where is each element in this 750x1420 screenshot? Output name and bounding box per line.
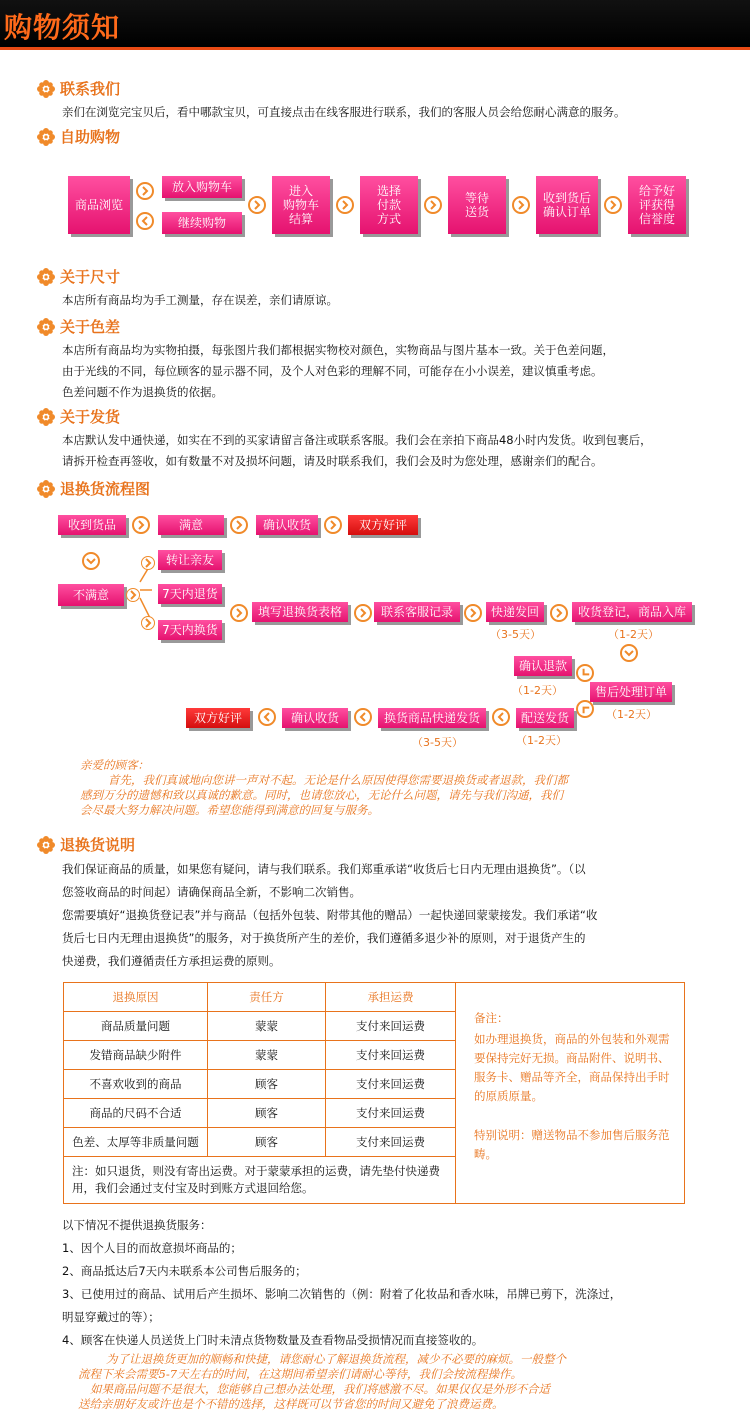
shipping-heading [36,406,120,427]
policy-line: 您需要填好“退换货登记表”并与商品（包括外包装、附带其他的赠品）一起快递回蒙蒙接发。我们承诺“收 [62,908,598,922]
step-continue: 继续购物 [162,212,242,234]
color-line: 由于光线的不同，每位顾客的显示器不同，及个人对色彩的理解不同，可能存在小小误差，建议慎重考虑。 [62,364,603,378]
shipping-line: 请拆开检查再签收，如有数量不对及损坏问题，请及时联系我们，我们会及时为您处理，感谢亲们的配合。 [62,454,603,468]
flow-satisfied: 满意 [158,515,224,535]
table-cell: 支付来回运费 [326,1099,456,1128]
return-flow-heading [36,478,150,499]
arrow-right-icon [126,588,140,602]
apology-line: 感到万分的遗憾和致以真诚的歉意。同时，也请您放心，无论什么问题，请先与我们沟通，我们 [80,788,563,802]
table-cell: 商品的尺码不合适 [64,1099,208,1128]
flower-icon [36,127,56,147]
flow-confirm-refund: 确认退款 [514,656,572,676]
table-note: 注：如只退货，则没有寄出运费。对于蒙蒙承担的运费，请先垫付快递费用，我们会通过支付宝及时到账方式退回给您。 [64,1157,456,1204]
color-text [62,340,614,403]
apology-text [80,758,680,818]
step-browse: 商品浏览 [68,176,130,234]
shipping-heading-label: 关于发货 [60,408,121,426]
flower-icon [36,267,56,287]
step-add-cart: 放入购物车 [162,176,242,198]
flower-icon [36,317,56,337]
table-cell: 顾客 [208,1128,326,1157]
closing-text [78,1352,678,1412]
arrow-right-icon [512,196,530,214]
exclusion-item: 4、顾客在快递人员送货上门时未清点货物数量及查看物品受损情况而直接签收的。 [62,1333,484,1347]
arrow-right-icon [604,196,622,214]
flower-icon [36,835,56,855]
policy-heading-label: 退换货说明 [60,836,136,854]
table-row [64,983,685,1012]
flower-icon [36,479,56,499]
table-cell: 顾客 [208,1070,326,1099]
return-flow-heading-label: 退换货流程图 [60,480,151,498]
table-cell: 不喜欢收到的商品 [64,1070,208,1099]
step-wait: 等待 送货 [448,176,506,234]
side-note-title: 备注： [474,1011,509,1025]
table-cell: 色差、太厚等非质量问题 [64,1128,208,1157]
size-heading [36,266,120,287]
flow-duration: （3-5天） [412,736,463,749]
arrow-right-icon [141,556,155,570]
flow-receive-register: 收货登记，商品入库 [572,602,692,622]
flow-confirm-receipt: 确认收货 [256,515,318,535]
table-header: 承担运费 [326,983,456,1012]
table-cell: 支付来回运费 [326,1012,456,1041]
arrow-down-icon [82,552,100,570]
table-cell: 蒙蒙 [208,1012,326,1041]
flow-mutual-review-2: 双方好评 [186,708,250,728]
table-cell: 顾客 [208,1099,326,1128]
flow-duration: （1-2天） [512,684,563,697]
flow-duration: （3-5天） [490,628,541,641]
table-header: 责任方 [208,983,326,1012]
flower-icon [36,79,56,99]
arrow-left-icon [354,708,372,726]
step-confirm: 收到货后 确认订单 [536,176,598,234]
arrow-right-icon [230,604,248,622]
step-pay: 选择 付款 方式 [360,176,418,234]
color-heading-label: 关于色差 [60,318,121,336]
flow-unsatisfied: 不满意 [58,584,124,606]
flow-fill-form: 填写退换货表格 [252,602,348,622]
flow-contact-cs: 联系客服记录 [374,602,460,622]
table-cell: 支付来回运费 [326,1128,456,1157]
page-title: 购物须知 [4,11,121,44]
policy-heading [36,834,135,855]
closing-line: 流程下来会需要5-7天左右的时间，在这期间希望亲们请耐心等待，我们会按流程操作。 [78,1367,523,1381]
policy-line: 快递费，我们遵循责任方承担运费的原则。 [62,954,281,968]
contact-text: 亲们在浏览完宝贝后，看中哪款宝贝，可直接点击在线客服进行联系，我们的客服人员会给您耐心满意的服务。 [62,105,626,119]
table-cell: 商品质量问题 [64,1012,208,1041]
size-heading-label: 关于尺寸 [60,268,121,286]
policy-line: 货后七日内无理由退换货”的服务，对于换货所产生的差价，我们遵循多退少补的原则，对于退货产生的 [62,931,586,945]
table-cell: 发错商品缺少附件 [64,1041,208,1070]
arrow-right-icon [354,604,372,622]
arrow-left-icon [492,708,510,726]
exclusion-item: 1、因个人目的而故意损坏商品的； [62,1241,242,1255]
flow-exchange7: 7天内换货 [158,620,222,640]
arrow-right-icon [464,604,482,622]
step-review: 给予好 评获得 信誉度 [628,176,686,234]
flow-after-sale: 售后处理订单 [590,682,672,702]
arrow-right-icon [132,516,150,534]
closing-line: 如果商品问题不是很大，您能够自己想办法处理，我们将感激不尽。如果仅仅是外形不合适 [90,1382,550,1396]
table-cell: 支付来回运费 [326,1070,456,1099]
flow-confirm-receipt-2: 确认收货 [282,708,348,728]
table-cell: 支付来回运费 [326,1041,456,1070]
self-service-heading [36,126,120,147]
flow-mutual-review: 双方好评 [348,515,418,535]
flow-duration: （1-2天） [516,734,567,747]
arrow-right-icon [550,604,568,622]
flower-icon [36,407,56,427]
flow-exchange-ship: 换货商品快递发货 [378,708,486,728]
flow-return7: 7天内退货 [158,584,222,604]
flow-transfer: 转让亲友 [158,550,222,570]
flow-received: 收到货品 [58,515,126,535]
color-heading [36,316,120,337]
policy-line: 我们保证商品的质量，如果您有疑问，请与我们联系。我们郑重承诺“收货后七日内无理由退换货”。（以 [62,862,586,876]
closing-line: 送给亲朋好友或许也是个不错的选择，这样既可以节省您的时间又避免了浪费运费。 [78,1397,504,1411]
arrow-right-icon [248,196,266,214]
color-line: 本店所有商品均为实物拍摄，每张图片我们都根据实物校对颜色，实物商品与图片基本一致。关于色差问题， [62,343,614,357]
policy-text [62,858,597,973]
return-policy-table [63,982,685,1204]
exclusion-item: 3、已使用过的商品、试用后产生损坏、影响二次销售的（例：附着了化妆品和香水味，吊牌已剪下，洗涤过， [62,1287,622,1301]
arrow-right-icon [336,196,354,214]
arrow-down-icon [620,644,638,662]
shipping-text [62,430,652,472]
self-service-heading-label: 自助购物 [60,128,121,146]
exclusion-item: 明显穿戴过的等）； [62,1310,160,1324]
contact-heading-label: 联系我们 [60,80,121,98]
size-text: 本店所有商品均为手工测量，存在误差，亲们请原谅。 [62,293,338,307]
arrow-right-icon [424,196,442,214]
flow-duration: （1-2天） [606,708,657,721]
arrow-right-icon [136,182,154,200]
arrow-left-icon [136,212,154,230]
side-note-text: 如办理退换货，商品的外包装和外观需要保持完好无损。商品附件、说明书、服务卡、赠品等齐全，商品保持出手时的原质原量。 [474,1032,670,1103]
arrow-right-icon [230,516,248,534]
arrow-right-icon [141,616,155,630]
table-side-note [456,983,685,1204]
apology-line: 亲爱的顾客： [80,758,149,772]
apology-line: 首先，我们真诚地向您讲一声对不起。无论是什么原因使得您需要退换货或者退款，我们都 [108,773,568,787]
step-enter-cart: 进入 购物车 结算 [272,176,330,234]
contact-heading [36,78,120,99]
side-note-special: 特别说明：赠送物品不参加售后服务范畴。 [474,1128,670,1161]
table-header: 退换原因 [64,983,208,1012]
apology-line: 会尽最大努力解决问题。希望您能得到满意的回复与服务。 [80,803,379,817]
table-cell: 蒙蒙 [208,1041,326,1070]
policy-line: 您签收商品的时间起）请确保商品全新，不影响二次销售。 [62,885,361,899]
flow-ship-out: 配送发货 [516,708,574,728]
closing-line: 为了让退换货更加的顺畅和快捷，请您耐心了解退换货流程，减少不必要的麻烦。一般整个 [106,1352,566,1366]
color-line: 色差问题不作为退换货的依据。 [62,385,223,399]
arrow-right-icon [324,516,342,534]
exclusions [62,1214,621,1352]
flow-duration: （1-2天） [608,628,659,641]
exclusion-item: 2、商品抵达后7天内未联系本公司售后服务的； [62,1264,307,1278]
exclusions-title: 以下情况不提供退换货服务： [62,1218,212,1232]
arrow-left-icon [258,708,276,726]
flow-express-back: 快递发回 [486,602,544,622]
shipping-line: 本店默认发中通快递，如实在不到的买家请留言备注或联系客服。我们会在亲拍下商品48小时内发货。收到包裹后， [62,433,652,447]
